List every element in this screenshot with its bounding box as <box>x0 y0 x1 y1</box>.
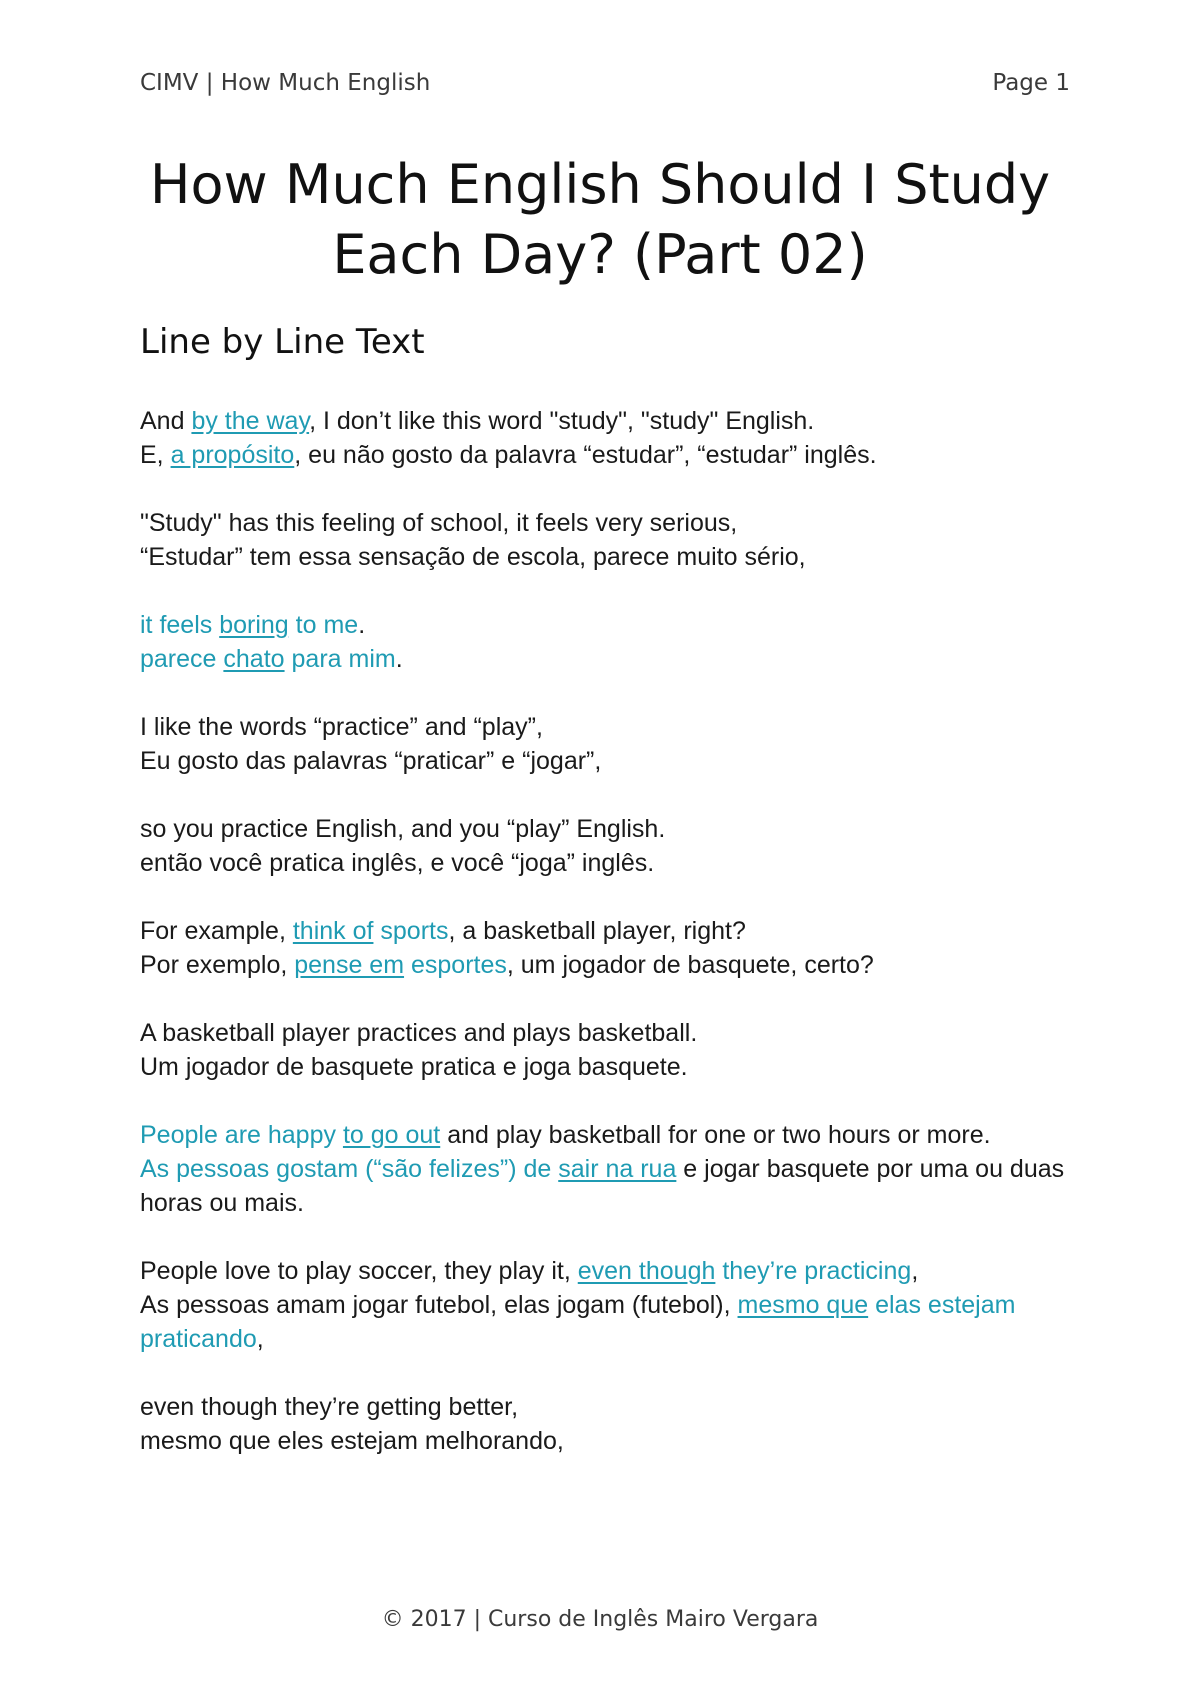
highlighted-text: they’re practicing <box>715 1257 912 1285</box>
highlighted-phrase: a propósito <box>170 441 295 469</box>
transcript-paragraph <box>140 404 1070 472</box>
english-line <box>140 710 1070 744</box>
text-segment: People love to play soccer, they play it, <box>140 1257 578 1285</box>
text-segment: For example, <box>140 917 293 945</box>
transcript-paragraph <box>140 506 1070 574</box>
page-footer: © 2017 | Curso de Inglês Mairo Vergara <box>381 1607 819 1632</box>
text-segment: E, <box>140 441 171 469</box>
text-segment: . <box>358 611 366 639</box>
portuguese-line <box>140 540 1070 574</box>
header-document-label: CIMV | How Much English <box>140 70 431 96</box>
portuguese-line <box>140 846 1070 880</box>
highlighted-text: it feels <box>140 611 220 639</box>
text-segment: . <box>395 645 403 673</box>
text-segment: and play basketball for one or two hours or more. <box>440 1121 991 1149</box>
highlighted-phrase: pense em <box>294 951 405 979</box>
english-line <box>140 812 1070 846</box>
text-segment: “Estudar” tem essa sensação de escola, parece muito sério, <box>140 543 806 571</box>
transcript-paragraph <box>140 608 1070 676</box>
text-segment: , a basketball player, right? <box>448 917 746 945</box>
text-segment: , <box>256 1325 264 1353</box>
text-segment: , um jogador de basquete, certo? <box>506 951 874 979</box>
portuguese-line <box>140 1288 1070 1356</box>
text-segment: so you practice English, and you “play” English. <box>140 815 666 843</box>
portuguese-line <box>140 744 1070 778</box>
text-segment: I like the words “practice” and “play”, <box>140 713 543 741</box>
running-header <box>140 70 1070 96</box>
text-segment: Eu gosto das palavras “praticar” e “jogar”, <box>140 747 602 775</box>
highlighted-text: People are happy <box>140 1121 343 1149</box>
text-segment: A basketball player practices and plays basketball. <box>140 1019 698 1047</box>
portuguese-line <box>140 948 1070 982</box>
transcript-body <box>140 404 1070 1492</box>
text-segment: "Study" has this feeling of school, it feels very serious, <box>140 509 738 537</box>
text-segment: And <box>140 407 192 435</box>
transcript-paragraph <box>140 1390 1070 1458</box>
portuguese-line <box>140 1424 1070 1458</box>
page-title-line-1: How Much English Should I Study <box>149 153 1051 216</box>
highlighted-phrase: even though <box>577 1257 716 1285</box>
highlighted-phrase: to go out <box>342 1121 441 1149</box>
portuguese-line <box>140 438 1070 472</box>
transcript-paragraph <box>140 710 1070 778</box>
english-line <box>140 608 1070 642</box>
text-segment: Um jogador de basquete pratica e joga basquete. <box>140 1053 688 1081</box>
highlighted-phrase: chato <box>223 645 285 673</box>
highlighted-phrase: boring <box>219 611 289 639</box>
portuguese-line <box>140 1050 1070 1084</box>
highlighted-phrase: by the way <box>191 407 310 435</box>
english-line <box>140 1118 1070 1152</box>
page-title-line-2: Each Day? (Part 02) <box>332 223 868 286</box>
highlighted-text: to me <box>288 611 359 639</box>
text-segment: e jogar basquete por uma ou duas horas ou mais. <box>140 1155 1065 1217</box>
section-heading: Line by Line Text <box>140 322 425 362</box>
highlighted-text: parece <box>140 645 224 673</box>
portuguese-line <box>140 642 1070 676</box>
text-segment: mesmo que eles estejam melhorando, <box>140 1427 564 1455</box>
text-segment: As pessoas amam jogar futebol, elas jogam (futebol), <box>140 1291 738 1319</box>
english-line <box>140 1254 1070 1288</box>
transcript-paragraph <box>140 1254 1070 1356</box>
transcript-paragraph <box>140 1118 1070 1220</box>
highlighted-phrase: mesmo que <box>737 1291 869 1319</box>
text-segment: então você pratica inglês, e você “joga” inglês. <box>140 849 655 877</box>
text-segment: Por exemplo, <box>140 951 295 979</box>
highlighted-phrase: think of <box>292 917 374 945</box>
page-title <box>120 150 1080 290</box>
transcript-paragraph <box>140 812 1070 880</box>
text-segment: , I don’t like this word "study", "study" English. <box>309 407 815 435</box>
portuguese-line <box>140 1152 1070 1220</box>
text-segment: , <box>911 1257 919 1285</box>
highlighted-text: As pessoas gostam (“são felizes”) de <box>140 1155 559 1183</box>
highlighted-text: elas estejam praticando <box>140 1291 1016 1353</box>
highlighted-phrase: sair na rua <box>558 1155 677 1183</box>
transcript-paragraph <box>140 1016 1070 1084</box>
highlighted-text: esportes <box>404 951 507 979</box>
english-line <box>140 914 1070 948</box>
english-line <box>140 1390 1070 1424</box>
english-line <box>140 1016 1070 1050</box>
transcript-paragraph <box>140 914 1070 982</box>
text-segment: even though they’re getting better, <box>140 1393 519 1421</box>
english-line <box>140 404 1070 438</box>
text-segment: , eu não gosto da palavra “estudar”, “estudar” inglês. <box>294 441 877 469</box>
header-page-number: Page 1 <box>992 70 1070 96</box>
highlighted-text: para mim <box>284 645 396 673</box>
highlighted-text: sports <box>373 917 449 945</box>
english-line <box>140 506 1070 540</box>
